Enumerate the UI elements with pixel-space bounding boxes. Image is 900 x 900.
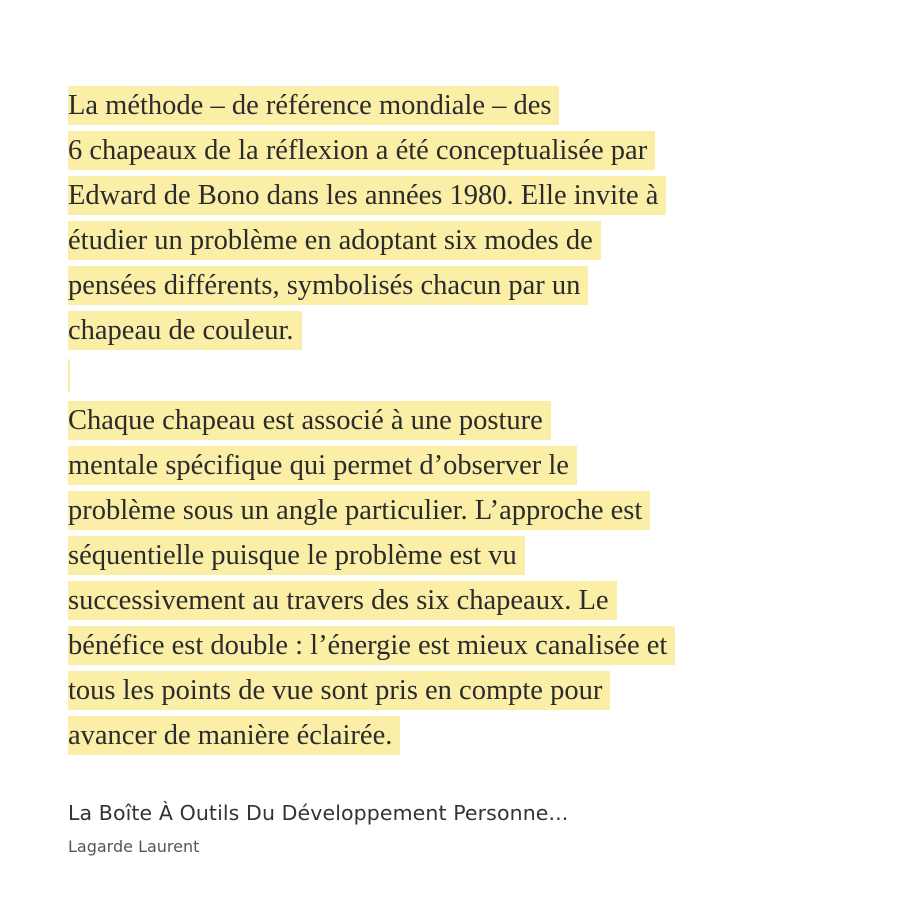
quote-line: avancer de manière éclairée.: [68, 713, 868, 758]
quote-line: problème sous un angle particulier. L’approche est: [68, 488, 868, 533]
quote-line: pensées différents, symbolisés chacun par un: [68, 263, 868, 308]
quote-line: chapeau de couleur.: [68, 308, 868, 353]
quote-line: bénéfice est double : l’énergie est mieux canalisée et: [68, 623, 868, 668]
book-title[interactable]: La Boîte À Outils Du Développement Personne...: [68, 801, 569, 825]
highlighted-quote[interactable]: [68, 83, 868, 758]
quote-line: La méthode – de référence mondiale – des: [68, 83, 868, 128]
quote-line: tous les points de vue sont pris en compte pour: [68, 668, 868, 713]
quote-line: mentale spécifique qui permet d’observer le: [68, 443, 868, 488]
quote-line: Chaque chapeau est associé à une posture: [68, 398, 868, 443]
quote-line: 6 chapeaux de la réflexion a été conceptualisée par: [68, 128, 868, 173]
highlight-caret: [68, 359, 70, 392]
quote-line: Edward de Bono dans les années 1980. Elle invite à: [68, 173, 868, 218]
quote-line: étudier un problème en adoptant six modes de: [68, 218, 868, 263]
quote-line: séquentielle puisque le problème est vu: [68, 533, 868, 578]
paragraph-break: [68, 353, 868, 398]
book-source: [68, 801, 840, 856]
quote-line: successivement au travers des six chapeaux. Le: [68, 578, 868, 623]
book-author: Lagarde Laurent: [68, 837, 200, 856]
